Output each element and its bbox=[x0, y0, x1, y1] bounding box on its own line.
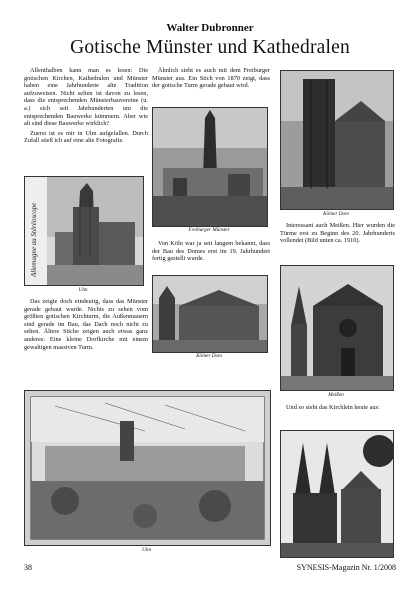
column-1-bottom bbox=[24, 298, 148, 353]
paragraph: Zuerst ist es mir in Ulm aufgefallen. Durch Zufall stieß ich auf eine alte Fotografie. bbox=[24, 129, 148, 145]
paragraph: Allenthalben kann man es lesen: Die gotischen Kirchen, Kathedralen und Münster haben eine Jahrhunderte alte Tradition aufzuweisen. Nicht selten ist davon zu lesen, dass die entsprechenden Münsterbauvereine (u. a.) sich seit Jahrhunderten um die entsprechenden Bauwerke kümmern. Aber wie alt sind diese Bauwerke wirklich? bbox=[24, 67, 148, 128]
magazine-footer: SYNESIS-Magazin Nr. 1/2008 bbox=[296, 563, 396, 572]
column-3-top bbox=[280, 222, 395, 247]
author-name: Walter Dubronner bbox=[166, 22, 254, 34]
column-1-top bbox=[24, 67, 148, 147]
freiburg-etching bbox=[152, 107, 268, 227]
ulm-etching bbox=[24, 390, 271, 546]
ulm-stereo-photo bbox=[24, 176, 144, 286]
paragraph: Das zeigte doch eindeutig, dass das Münster gerade gebaut wurde. Nichts zu sehen vom größten gotischen Kirchturm, die Außenmauern sind gerade im Bau, das Dach noch nicht zu sehen. Ältere Stiche zeigen auch etwas ganz anderes: Eine kleine Dorfkirche mit einem gewaltigen massiven Turm. bbox=[24, 298, 148, 351]
caption-koeln-top: Kölner Dom bbox=[323, 211, 349, 217]
meissen-today-image bbox=[281, 431, 393, 557]
caption-freiburg: Freiburger Münster bbox=[188, 227, 230, 233]
ulm-construction-image bbox=[25, 177, 143, 285]
caption-ulm-photo: Ulm bbox=[78, 287, 88, 293]
koeln-top-image bbox=[281, 71, 393, 209]
ulm-etching-image bbox=[25, 391, 270, 545]
koeln-top-engraving bbox=[280, 70, 394, 210]
paragraph: Ähnlich sieht es auch mit dem Freiburger Münster aus. Ein Stich von 1870 zeigt, dass der gotische Turm gerade gebaut wird. bbox=[152, 67, 270, 90]
meissen-image bbox=[281, 266, 393, 390]
column-2-middle bbox=[152, 240, 270, 265]
stereo-label: Allemagne au Stéréoscope bbox=[30, 202, 38, 277]
paragraph: Von Köln war ja seit langem bekannt, dass der Bau des Domes erst im 19. Jahrhundert fertig gestellt wurde. bbox=[152, 240, 270, 263]
caption-ulm-etching: Ulm bbox=[142, 547, 151, 553]
paragraph: Interessant auch Meißen. Hier wurden die Türme erst zu Beginn des 20. Jahrhunderts vollendet (Bild unten ca. 1910). bbox=[280, 222, 395, 245]
freiburg-image bbox=[153, 108, 267, 226]
column-2-top bbox=[152, 67, 270, 92]
meissen-photo bbox=[280, 265, 394, 391]
column-3-bottom bbox=[280, 404, 395, 414]
koeln-mid-photo bbox=[152, 275, 268, 353]
paragraph: Und so sieht das Kirchlein heute aus: bbox=[286, 404, 380, 411]
page-number: 38 bbox=[24, 563, 32, 572]
article-title: Gotische Münster und Kathedralen bbox=[70, 37, 350, 58]
caption-meissen: Meißen bbox=[328, 392, 344, 398]
koeln-mid-image bbox=[153, 276, 267, 352]
meissen-today-photo bbox=[280, 430, 394, 558]
caption-koeln-mid: Kölner Dom bbox=[196, 353, 222, 359]
